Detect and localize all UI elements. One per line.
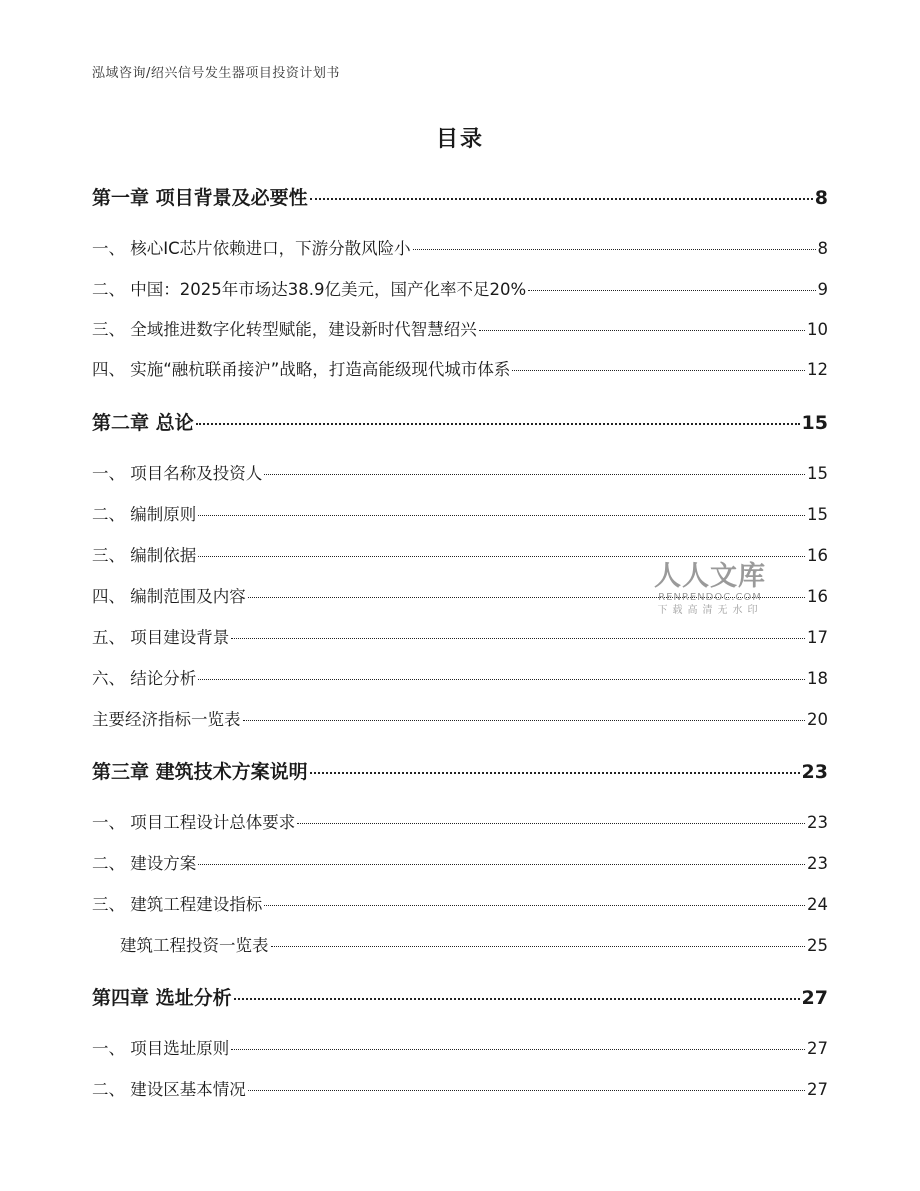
toc-table-entry[interactable] [120,932,828,956]
toc-chapter-3[interactable] [92,757,828,784]
toc-section[interactable] [92,1076,828,1100]
page-title: 目录 [435,127,484,152]
toc-page-number: 15 [807,464,828,483]
dot-leader [264,474,805,475]
toc-label: 一、 项目工程设计总体要求 [92,813,296,832]
toc-section[interactable] [92,316,828,340]
toc-section[interactable] [92,460,828,484]
dot-leader [198,556,805,557]
toc-table-entry[interactable] [92,706,828,730]
dot-leader [297,823,805,824]
toc-page-number: 25 [807,936,828,955]
dot-leader [198,679,805,680]
toc-chapter-2[interactable] [92,408,828,435]
toc-label: 五、 项目建设背景 [92,628,230,647]
toc-section[interactable] [92,624,828,648]
toc-label: 一、 项目名称及投资人 [92,464,263,483]
toc-page-number: 23 [807,813,828,832]
watermark-title: 人人文库 [654,561,766,592]
toc-section[interactable] [92,850,828,874]
toc-label: 二、 中国：2025年市场达38.9亿美元，国产化率不足20% [92,280,527,299]
toc-page-number: 16 [807,587,828,606]
toc-section[interactable] [92,276,828,300]
dot-leader [248,1090,805,1091]
toc-page-number: 23 [801,761,828,783]
toc-page-number: 10 [807,320,828,339]
toc-page-number: 8 [817,239,828,258]
dot-leader [198,864,805,865]
toc-label: 第二章 总论 [92,412,194,434]
toc-label: 六、 结论分析 [92,669,197,688]
toc-page-number: 27 [801,987,828,1009]
toc-page-number: 20 [807,710,828,729]
toc-label: 三、 全域推进数字化转型赋能，建设新时代智慧绍兴 [92,320,477,339]
toc-label: 第一章 项目背景及必要性 [92,187,308,209]
toc-section[interactable] [92,1035,828,1059]
toc-chapter-4[interactable] [92,983,828,1010]
toc-page-number: 12 [807,360,828,379]
dot-leader [310,198,813,200]
toc-page-number: 24 [807,895,828,914]
toc-label: 四、 实施“融杭联甬接沪”战略，打造高能级现代城市体系 [92,360,511,379]
toc-page-number: 8 [814,187,828,209]
toc-label: 建筑工程投资一览表 [120,936,269,955]
watermark-url: RENRENDOC.COM [658,592,762,603]
toc-section[interactable] [92,235,828,259]
toc-label: 四、 编制范围及内容 [92,587,246,606]
toc-label: 二、 编制原则 [92,505,197,524]
toc-label: 一、 核心IC芯片依赖进口，下游分散风险小 [92,239,411,258]
dot-leader [243,720,806,721]
dot-leader [528,290,815,291]
toc-chapter-1[interactable] [92,183,828,210]
dot-leader [234,998,800,1000]
toc-section[interactable] [92,356,828,380]
dot-leader [198,515,805,516]
dot-leader [196,423,800,425]
toc-label: 第三章 建筑技术方案说明 [92,761,308,783]
dot-leader [413,249,816,250]
toc-page-number: 27 [807,1039,828,1058]
dot-leader [310,772,800,774]
dot-leader [264,905,805,906]
dot-leader [231,638,805,639]
toc-page-number: 17 [807,628,828,647]
toc-label: 主要经济指标一览表 [92,710,241,729]
toc-page-number: 9 [817,280,828,299]
dot-leader [231,1049,805,1050]
toc-label: 一、 项目选址原则 [92,1039,230,1058]
toc-section[interactable] [92,665,828,689]
watermark [645,562,775,618]
toc-page-number: 15 [807,505,828,524]
toc-section[interactable] [92,501,828,525]
dot-leader [271,946,806,947]
toc-section[interactable] [92,809,828,833]
dot-leader [512,370,805,371]
toc-page-number: 16 [807,546,828,565]
toc-page-number: 23 [807,854,828,873]
toc-section[interactable] [92,891,828,915]
toc-label: 三、 建筑工程建设指标 [92,895,263,914]
toc-page-number: 27 [807,1080,828,1099]
page-header: 泓域咨询/绍兴信号发生器项目投资计划书 [92,66,340,81]
toc-page-number: 18 [807,669,828,688]
toc-page-number: 15 [801,412,828,434]
toc-label: 三、 编制依据 [92,546,197,565]
toc-label: 二、 建设区基本情况 [92,1080,246,1099]
watermark-subtitle: 下载高清无水印 [657,605,763,616]
toc-label: 二、 建设方案 [92,854,197,873]
toc-label: 第四章 选址分析 [92,987,232,1009]
dot-leader [479,330,805,331]
